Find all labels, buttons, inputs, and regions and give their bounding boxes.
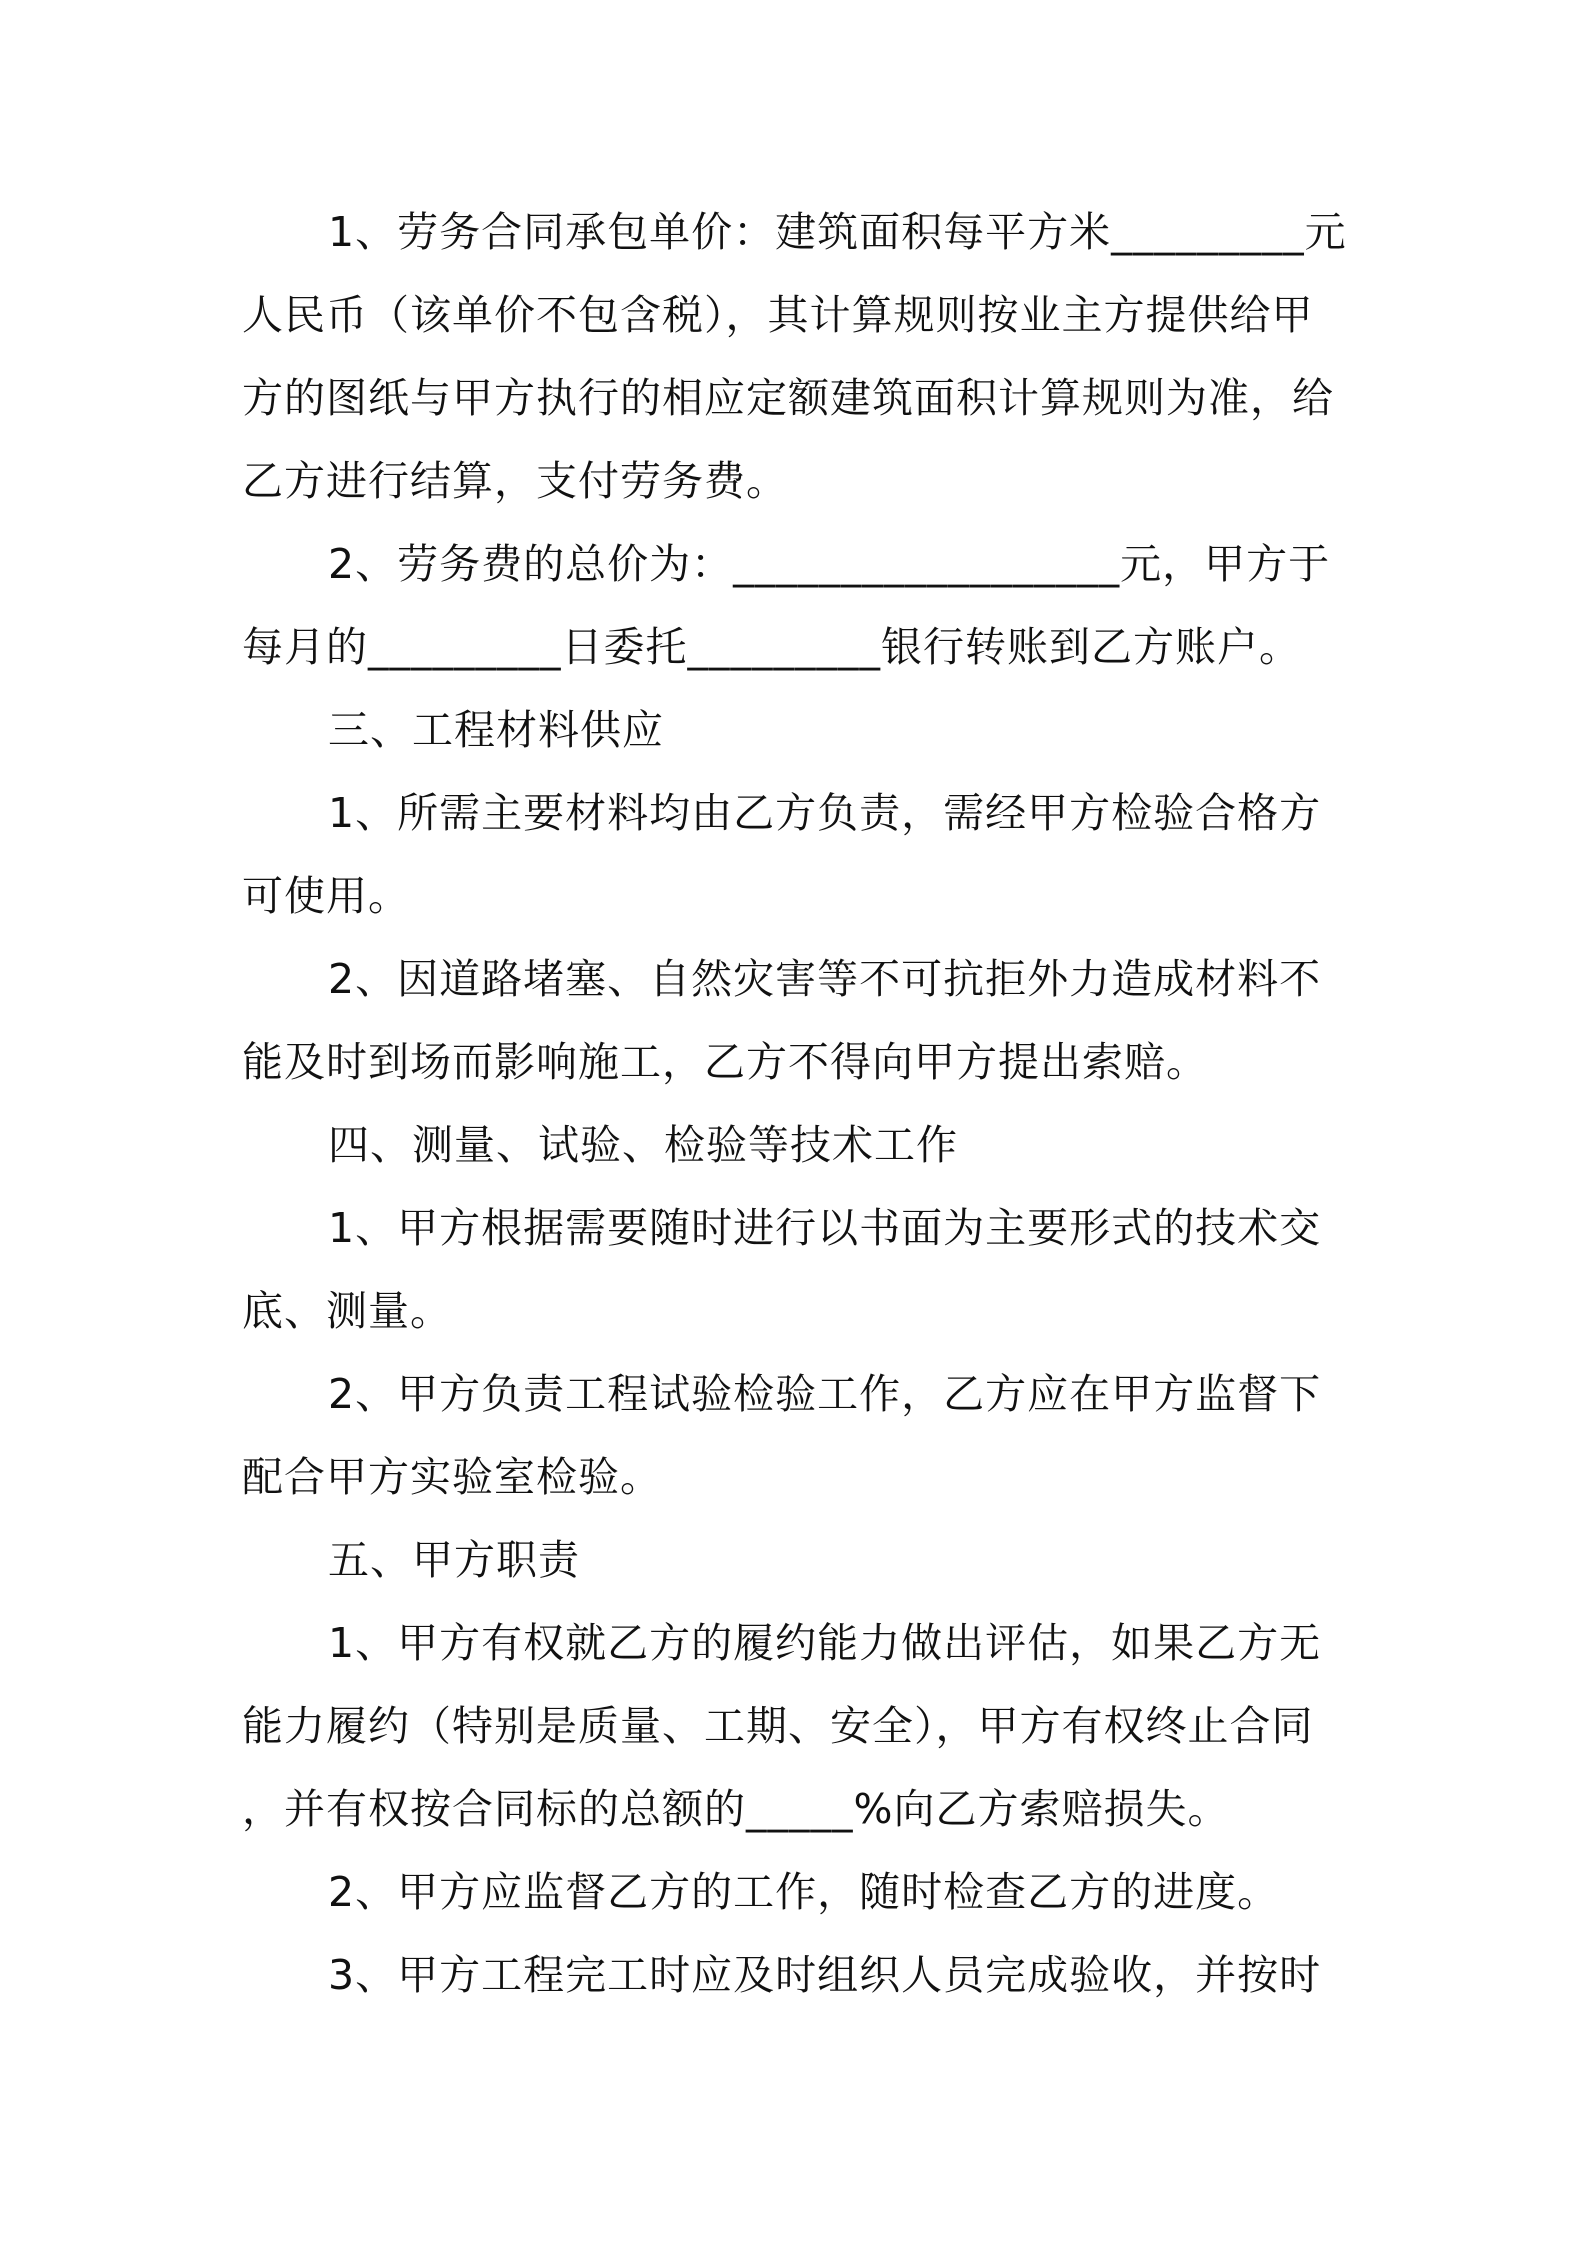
contract-line: 可使用。 (242, 872, 410, 920)
contract-line: 能及时到场而影响施工，乙方不得向甲方提出索赔。 (242, 1038, 1208, 1086)
contract-line: 能力履约（特别是质量、工期、安全），甲方有权终止合同 (242, 1702, 1314, 1750)
section-heading: 三、工程材料供应 (328, 706, 664, 754)
contract-line: 方的图纸与甲方执行的相应定额建筑面积计算规则为准，给 (242, 374, 1334, 422)
contract-line: 每月的_________日委托_________银行转账到乙方账户。 (242, 623, 1301, 671)
contract-line: ，并有权按合同标的总额的_____%向乙方索赔损失。 (242, 1785, 1230, 1833)
contract-line: 3、甲方工程完工时应及时组织人员完成验收，并按时 (328, 1951, 1322, 1999)
contract-line: 2、甲方负责工程试验检验工作，乙方应在甲方监督下 (328, 1370, 1322, 1418)
contract-line: 2、因道路堵塞、自然灾害等不可抗拒外力造成材料不 (328, 955, 1322, 1003)
contract-line: 2、劳务费的总价为：__________________元，甲方于 (328, 540, 1331, 588)
contract-line: 底、测量。 (242, 1287, 452, 1335)
contract-line: 1、所需主要材料均由乙方负责，需经甲方检验合格方 (328, 789, 1322, 837)
contract-line: 1、甲方有权就乙方的履约能力做出评估，如果乙方无 (328, 1619, 1322, 1667)
section-heading: 四、测量、试验、检验等技术工作 (328, 1121, 958, 1169)
contract-line: 配合甲方实验室检验。 (242, 1453, 662, 1501)
contract-line: 2、甲方应监督乙方的工作，随时检查乙方的进度。 (328, 1868, 1280, 1916)
contract-line: 1、甲方根据需要随时进行以书面为主要形式的技术交 (328, 1204, 1322, 1252)
contract-line: 乙方进行结算，支付劳务费。 (242, 457, 788, 505)
section-heading: 五、甲方职责 (328, 1536, 580, 1584)
contract-line: 人民币（该单价不包含税），其计算规则按业主方提供给甲 (242, 291, 1314, 339)
contract-line: 1、劳务合同承包单价：建筑面积每平方米_________元 (328, 208, 1347, 256)
